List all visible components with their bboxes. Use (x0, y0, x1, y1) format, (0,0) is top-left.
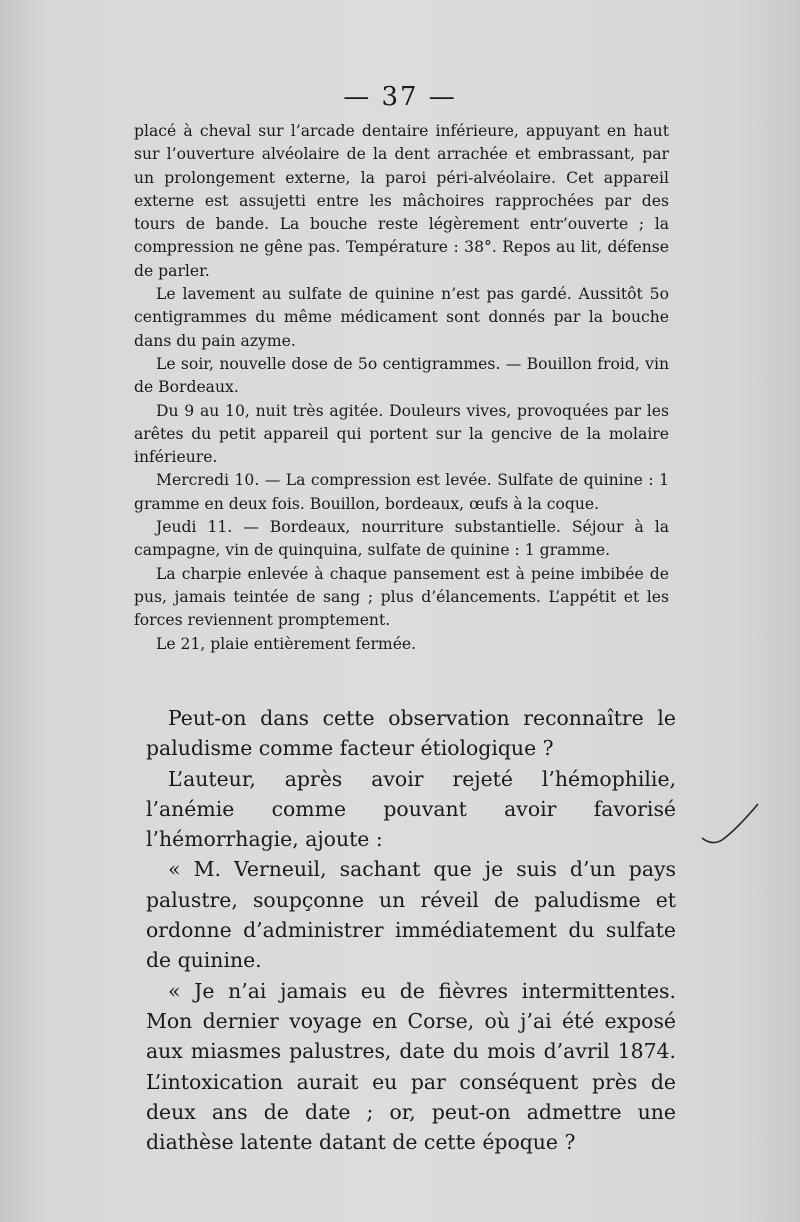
paragraph: Peut-on dans cette observation reconnaître le paludisme comme facteur étiologique ? (146, 706, 676, 761)
paragraph: Du 9 au 10, nuit très agitée. Douleurs vives, provoquées par les arêtes du petit appareil qui portent sur la gencive de la molaire inférieure. (134, 401, 669, 467)
paragraph: Le lavement au sulfate de quinine n’est pas gardé. Aussitôt 5o centigrammes du même médicament sont donnés par la bouche dans du pain azyme. (134, 285, 669, 350)
paragraph: La charpie enlevée à chaque pansement est à peine imbibée de pus, jamais teintée de sang ; plus d’élancements. L’appétit et les forces reviennent promptement. (134, 564, 669, 630)
paragraph: placé à cheval sur l’arcade dentaire inférieure, appuyant en haut sur l’ouverture alvéolaire de la dent arrachée et embrassant, par un prolongement externe, la paroi péri-alvéolaire. Cet appareil externe est assujetti entre les mâchoires rapprochées par des tours de bande. La bouche reste légèrement entr’ouverte ; la compression ne gêne pas. Température : 38°. Repos au lit, défense de parler. (134, 122, 669, 280)
paragraph: L’auteur, après avoir rejeté l’hémophilie, l’anémie comme pouvant avoir favorisé l’hémorrhagie, ajoute : (146, 766, 676, 852)
page-number: — 37 — (343, 82, 457, 112)
margin-pencil-mark (700, 800, 760, 860)
paragraph: « M. Verneuil, sachant que je suis d’un pays palustre, soupçonne un réveil de paludisme et ordonne d’administrer immédiatement du sulfate de quinine. (146, 857, 676, 973)
paragraph: Mercredi 10. — La compression est levée. Sulfate de quinine : 1 gramme en deux fois. Bouillon, bordeaux, œufs à la coque. (134, 471, 669, 513)
paragraph: Jeudi 11. — Bordeaux, nourriture substantielle. Séjour à la campagne, vin de quinquina, sulfate de quinine : 1 gramme. (134, 518, 669, 560)
paragraph: Le 21, plaie entièrement fermée. (156, 634, 417, 653)
discussion-text (146, 703, 676, 1157)
paragraph: « Je n’ai jamais eu de fièvres intermittentes. Mon dernier voyage en Corse, où j’ai été exposé aux miasmes palustres, date du mois d’avril 1874. L’intoxication aurait eu par conséquent près de deux ans de date ; or, peut-on admettre une diathèse latente datant de cette époque ? (146, 978, 676, 1155)
observation-notes (134, 120, 669, 656)
paragraph: Le soir, nouvelle dose de 5o centigrammes. — Bouillon froid, vin de Bordeaux. (134, 354, 669, 397)
